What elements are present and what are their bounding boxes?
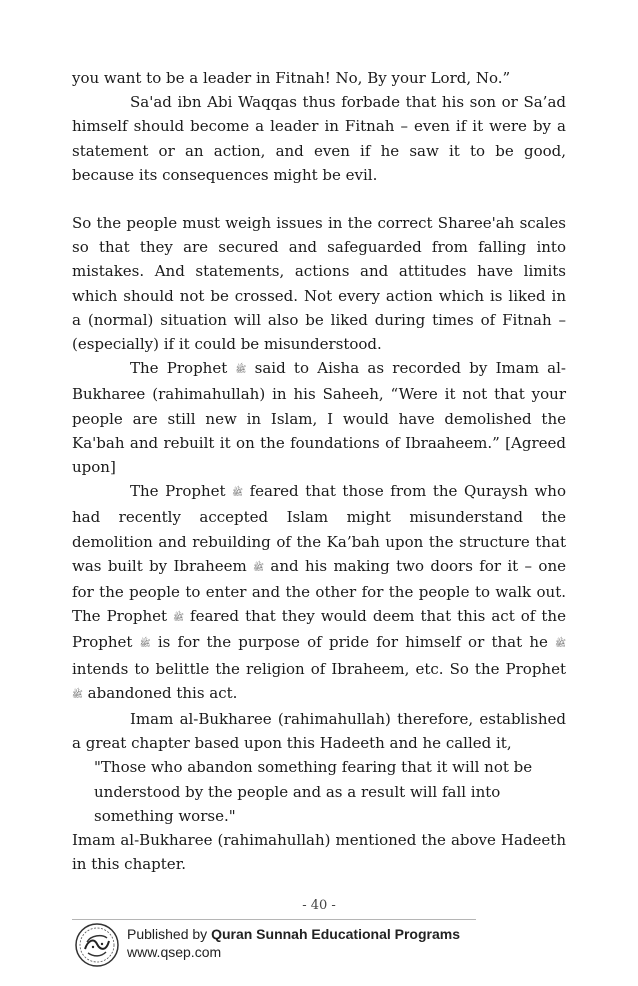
publisher-line — [127, 925, 460, 943]
paragraph-7: Imam al-Bukharee (rahimahullah) mentioned the above Hadeeth in this chapter. — [72, 831, 566, 874]
honorific-icon: ﷺ — [139, 639, 151, 650]
text-run: feared that those from the Quraysh who had recently accepted Islam might misunderstand the demolition and rebuilding of the Ka’bah upon the structure that was built by Ibraheem — [72, 482, 566, 575]
text-run: abandoned this act. — [87, 683, 238, 702]
paragraph-5 — [72, 479, 566, 707]
honorific-ibraheem-icon: ﷺ — [253, 562, 265, 573]
text-run: and his making two doors for it – one for the people to enter and the other for the people to walk out. The Prophet — [72, 556, 566, 626]
text-run: The Prophet — [130, 482, 226, 501]
publisher-name: Quran Sunnah Educational Programs — [211, 926, 460, 942]
honorific-icon: ﷺ — [232, 488, 244, 499]
paragraph-2: Sa'ad ibn Abi Waqqas thus forbade that his son or Sa’ad himself should become a leader in Fitnah – even if it were by a statement or an action, and even if he saw it to be good, because its consequences might be evil. — [72, 93, 566, 184]
footer-divider — [72, 919, 476, 920]
paragraph-6: Imam al-Bukharee (rahimahullah) therefore, established a great chapter based upon this Hadeeth and he called it, — [72, 710, 566, 753]
text-run: is for the purpose of pride for himself or that he — [157, 633, 548, 652]
text-run: said to Aisha as recorded by Imam al-Bukharee (rahimahullah) in his Saheeh, “Were it not that your people are still new in Islam, I would have demolished the Ka'bah and rebuilt it on the foundations of Ibraaheem.” [Agreed upon] — [72, 359, 566, 477]
page-number: - 40 - — [302, 898, 336, 913]
calligraphy-seal-icon — [74, 922, 120, 968]
publisher-url-link[interactable]: www.qsep.com — [127, 944, 222, 960]
chapter-title-quote: "Those who abandon something fearing that it will not be understood by the people and as a result will fall into something worse." — [94, 758, 533, 825]
paragraph-3: So the people must weigh issues in the correct Sharee'ah scales so that they are secured and safeguarded from falling into mistakes. And statements, actions and attitudes have limits which should not be crossed. Not every action which is liked in a (normal) situation will also be liked during times of Fitnah – (especially) if it could be misunderstood. — [72, 214, 566, 354]
honorific-icon: ﷺ — [173, 613, 184, 624]
text-run: feared that they would deem that this act of the Prophet — [72, 607, 566, 652]
honorific-icon: ﷺ — [235, 365, 247, 376]
text-run: The Prophet — [130, 359, 228, 378]
footer-publisher — [127, 925, 460, 961]
honorific-icon: ﷺ — [555, 639, 566, 650]
paragraph-4 — [72, 356, 566, 479]
paragraph-1: you want to be a leader in Fitnah! No, By your Lord, No.” — [72, 69, 511, 87]
honorific-icon: ﷺ — [72, 689, 83, 700]
published-by-label: Published by — [127, 926, 208, 942]
text-run: intends to belittle the religion of Ibraheem, etc. So the Prophet — [72, 659, 566, 678]
page-body — [72, 66, 566, 877]
